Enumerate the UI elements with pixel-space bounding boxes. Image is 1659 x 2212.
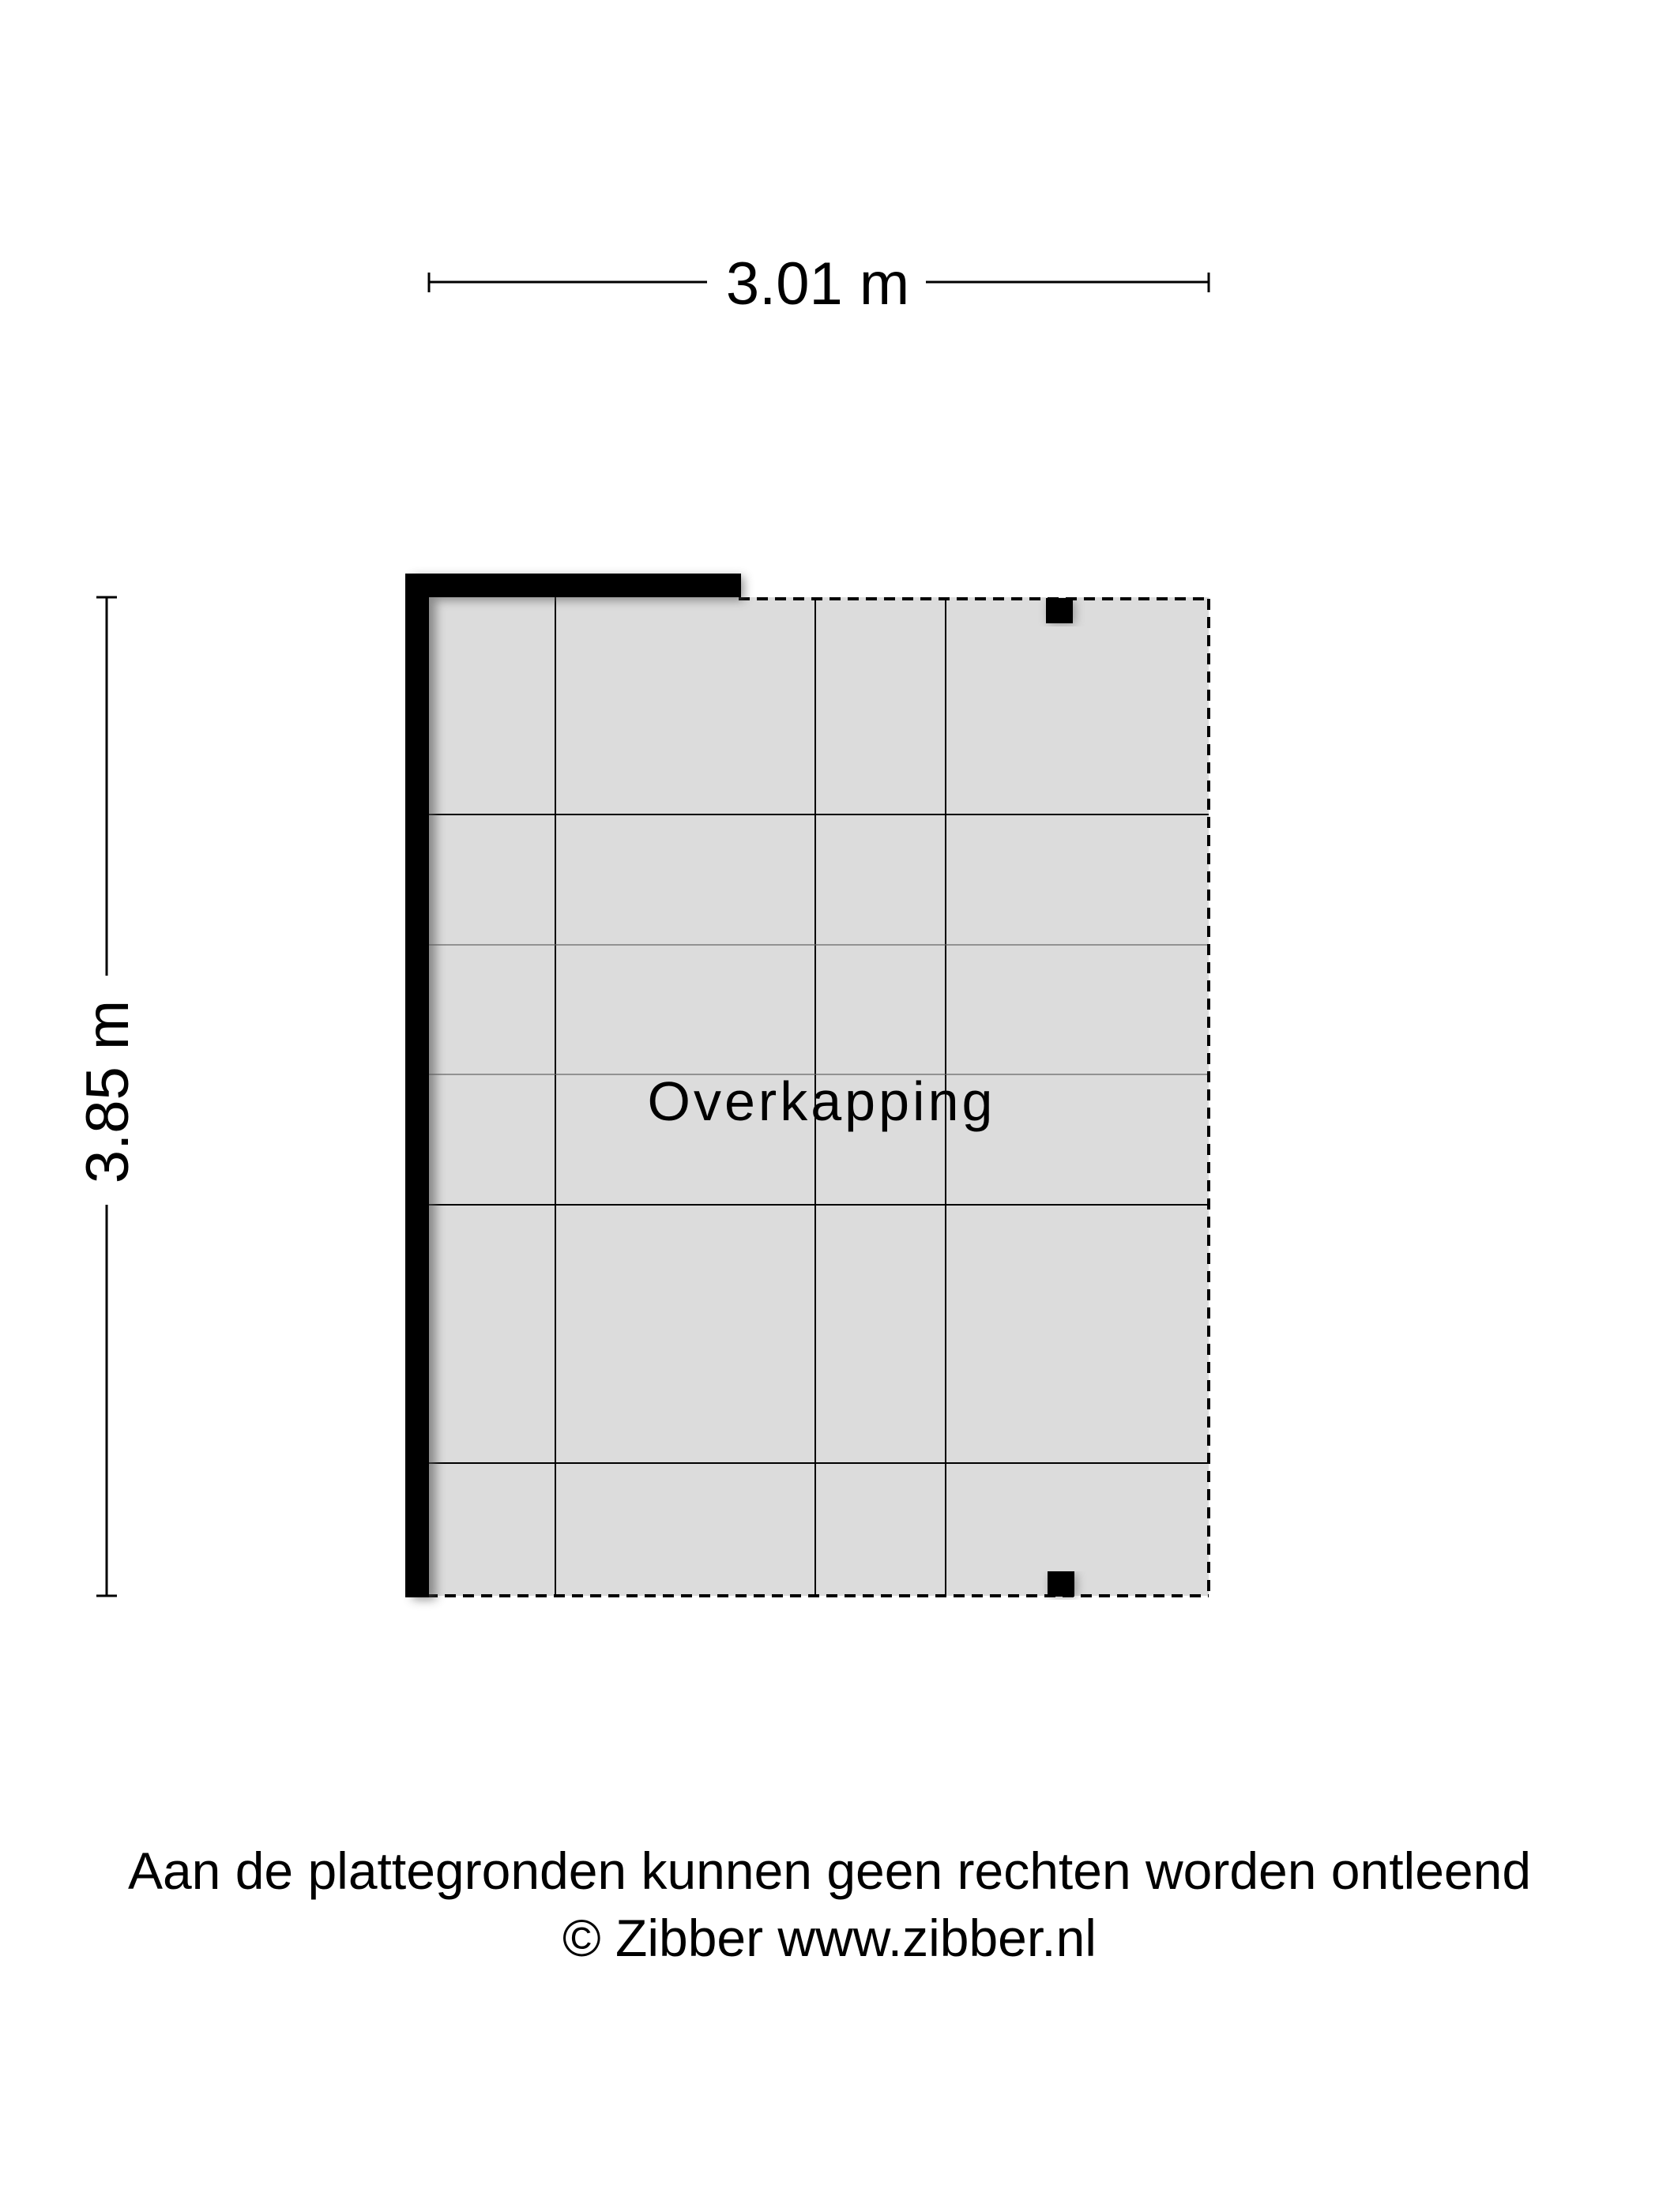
width-label: 3.01 m: [725, 250, 910, 318]
copyright-text: © Zibber www.zibber.nl: [562, 1909, 1097, 1967]
room-overkapping: [405, 574, 1209, 1600]
disclaimer-text: Aan de plattegronden kunnen geen rechten worden ontleend: [127, 1841, 1532, 1900]
height-label: 3.85 m: [74, 999, 141, 1184]
height-dimension: [74, 597, 141, 1596]
wall-top: [405, 574, 741, 597]
wall-left: [405, 574, 429, 1597]
width-dimension: [429, 250, 1209, 318]
room-label: Overkapping: [647, 1070, 996, 1132]
